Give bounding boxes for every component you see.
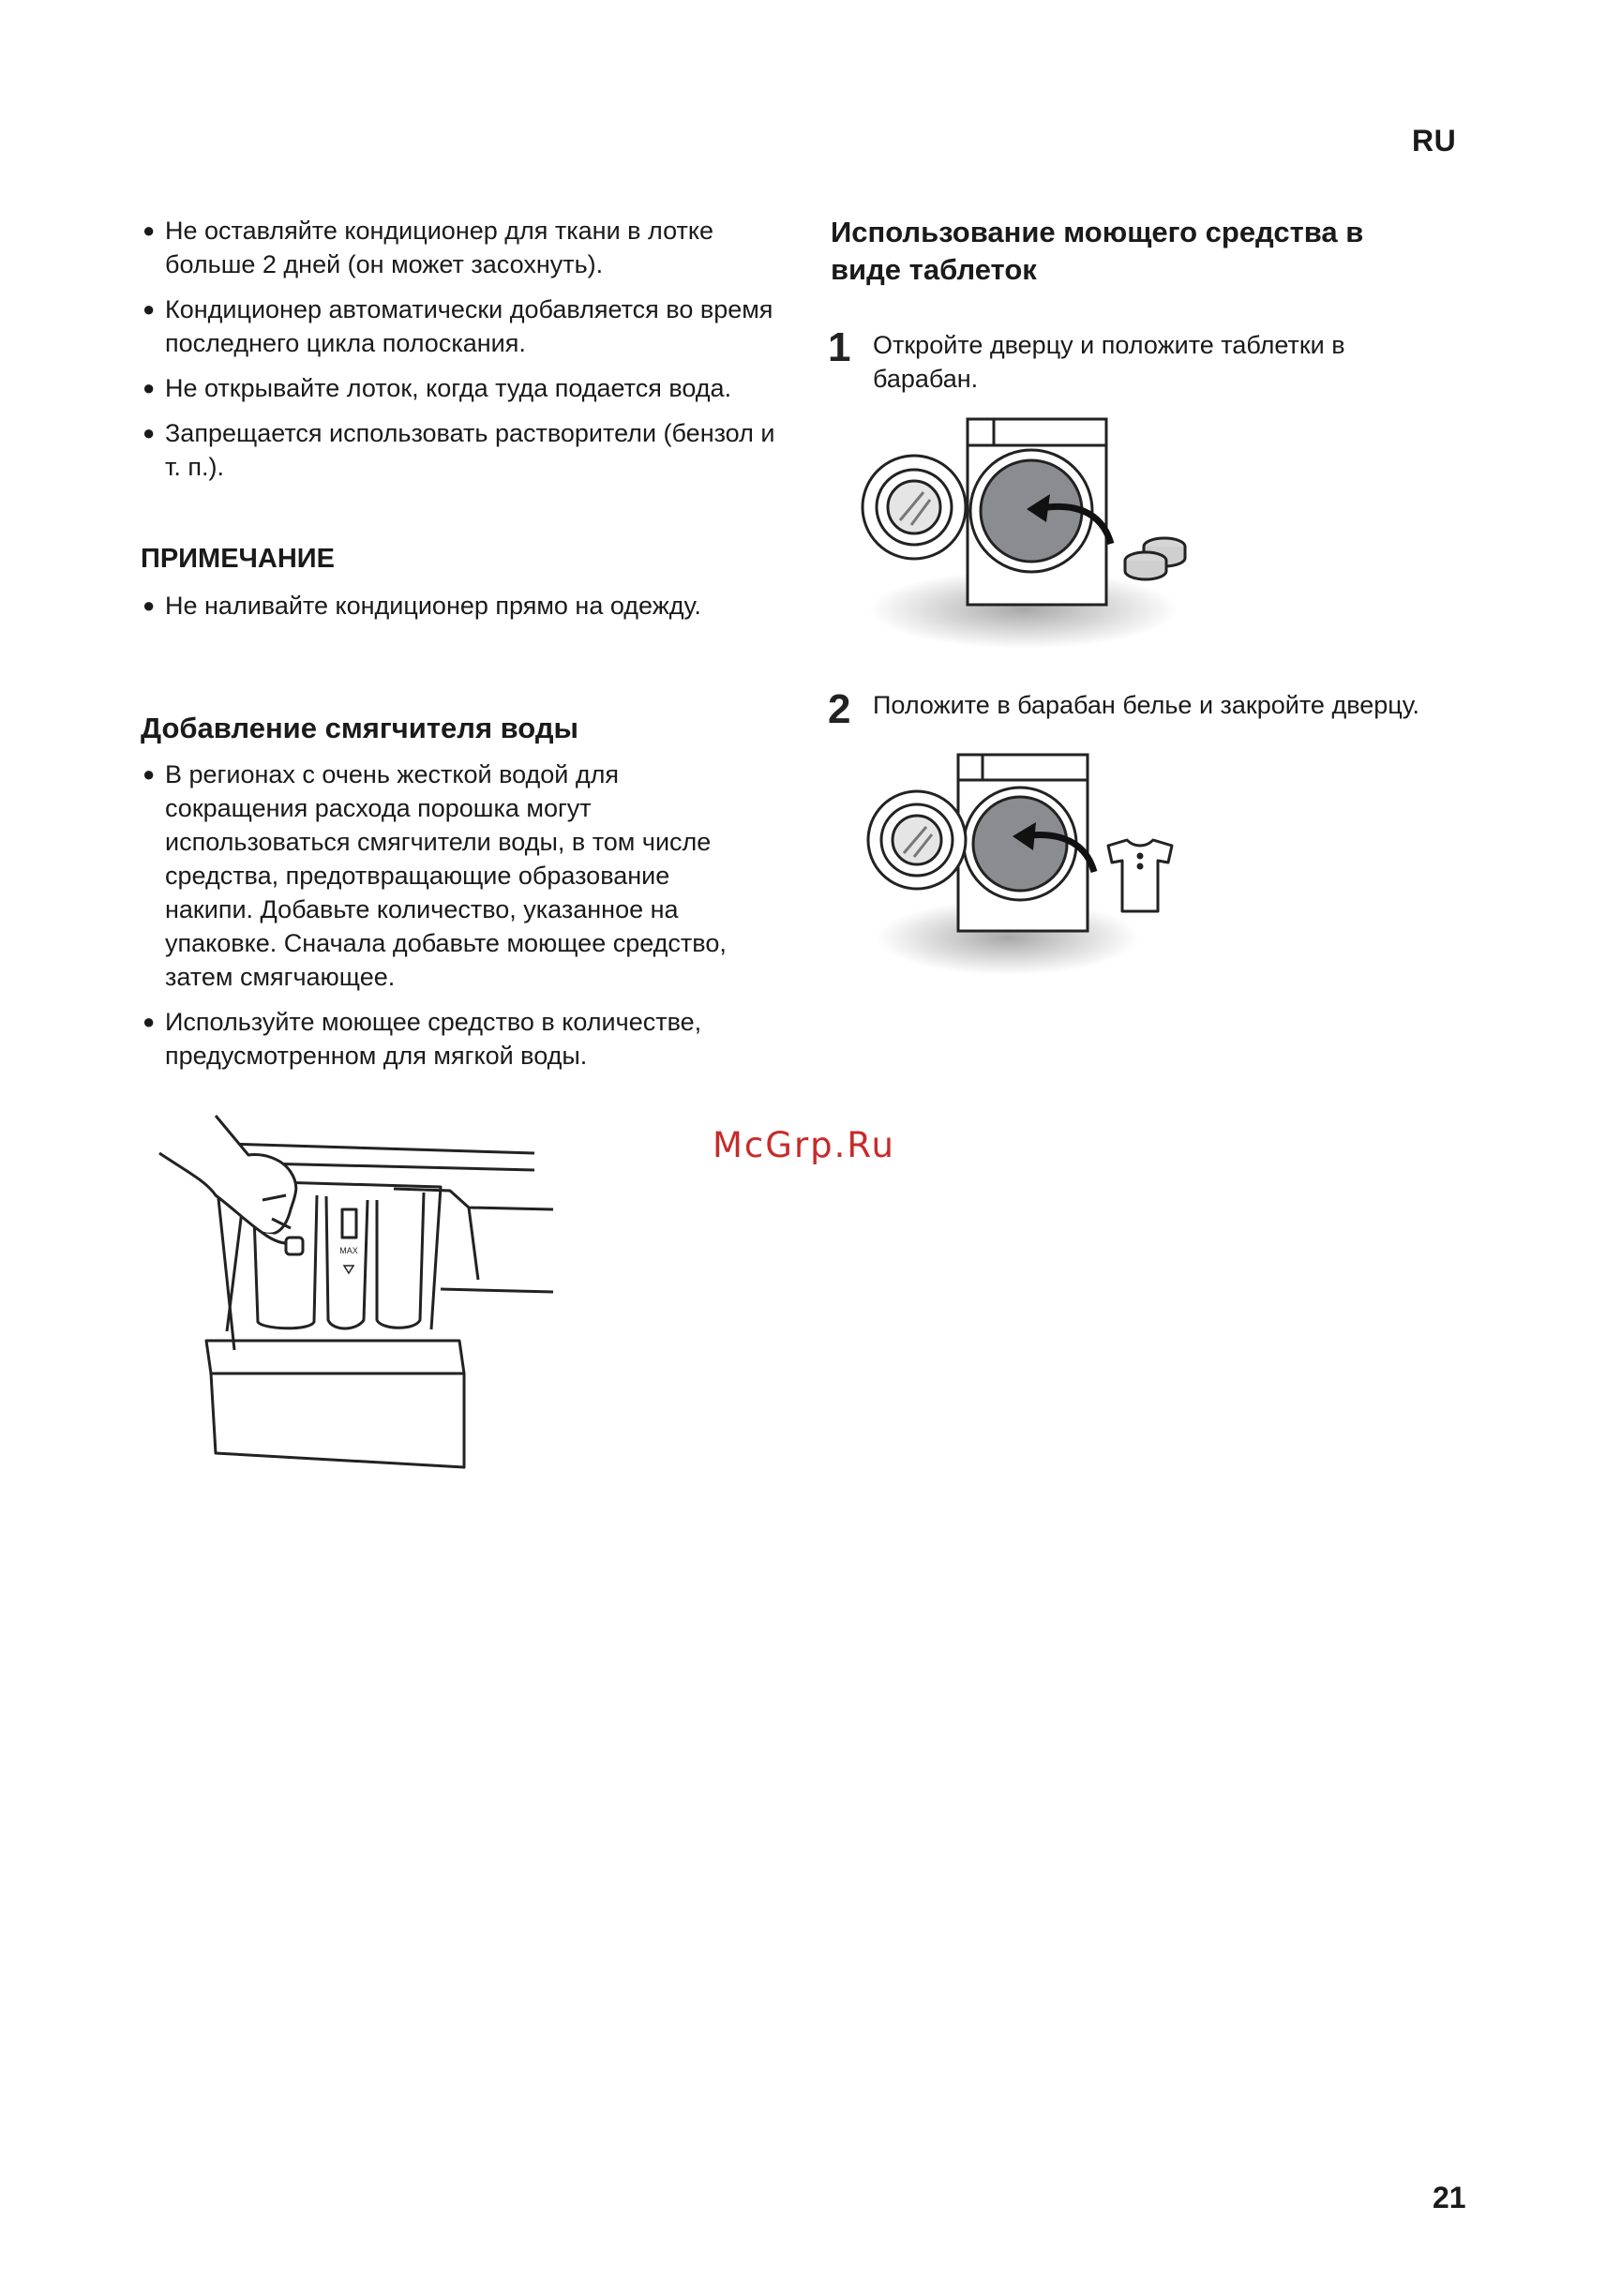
step-2-number: 2 xyxy=(828,686,851,732)
list-item: ● Кондиционер автоматически добавляется во время последнего цикла полоскания. xyxy=(143,295,773,357)
step-1-text: Откройте дверцу и положите таблетки в барабан. xyxy=(873,331,1345,393)
note-list xyxy=(141,589,788,634)
page-number: 21 xyxy=(1433,2181,1466,2214)
softener-section-title: Добавление смягчителя воды xyxy=(141,712,578,744)
conditioner-warnings-list xyxy=(141,214,788,495)
washer-laundry-illustration xyxy=(872,750,1228,994)
list-item: ● Запрещается использовать растворители (бензол и т. п.). xyxy=(143,419,775,481)
step-1-number: 1 xyxy=(828,324,851,370)
list-item: ● Не наливайте кондиционер прямо на одежду. xyxy=(143,592,701,620)
note-title: ПРИМЕЧАНИЕ xyxy=(141,544,335,574)
language-tag: RU xyxy=(1412,124,1457,158)
step-2-text: Положите в барабан белье и закройте дверцу. xyxy=(873,691,1420,719)
drawer-max-label: MAX xyxy=(339,1246,358,1255)
washer-tablets-illustration xyxy=(872,417,1228,661)
tablets-section-title: Использование моющего средства в виде таблеток xyxy=(831,216,1364,286)
list-item: ● Не оставляйте кондиционер для ткани в лотке больше 2 дней (он может засохнуть). xyxy=(143,217,713,278)
list-item: ● Используйте моющее средство в количестве, предусмотренном для мягкой воды. xyxy=(143,1008,702,1070)
list-item: ● В регионах с очень жесткой водой для сокращения расхода порошка могут использоваться смягчители воды, в том числе средства, предотвращающие образование накипи. Добавьте количество, указанное на упаковке. Сначала добавьте моющее средство, затем смягчающее. xyxy=(143,760,727,991)
detergent-drawer-illustration xyxy=(159,1106,553,1481)
watermark: McGrp.Ru xyxy=(713,1125,895,1165)
list-item: ● Не открывайте лоток, когда туда подается вода. xyxy=(143,374,732,402)
softener-list xyxy=(141,758,764,1084)
